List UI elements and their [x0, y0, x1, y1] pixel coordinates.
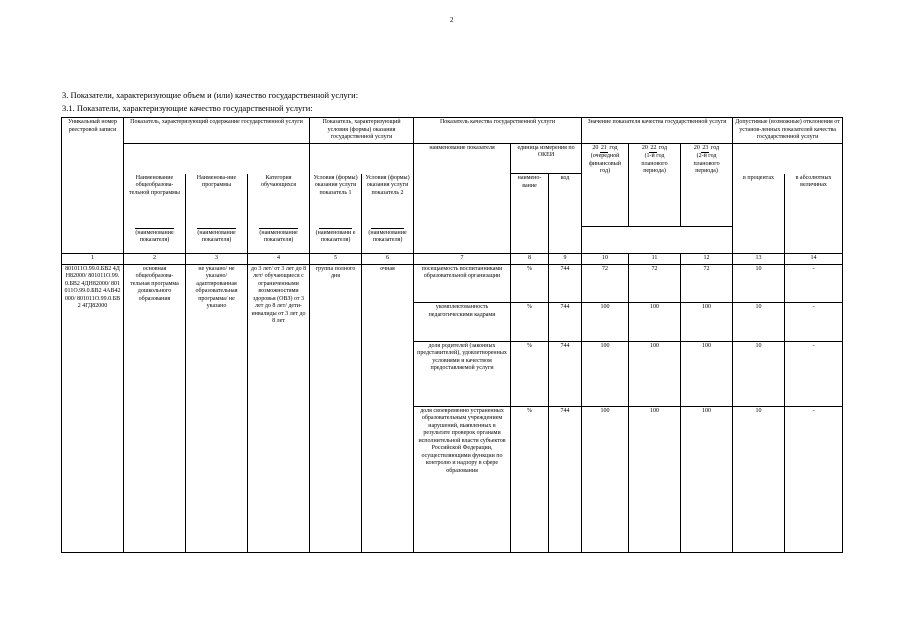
unit-code: 744	[549, 406, 582, 552]
header-unit-name: наимено-вание	[511, 174, 549, 253]
program-cell: основная общеобразова-тельная программа дошкольного образования	[124, 264, 186, 552]
subsection-heading: 3.1. Показатели, характеризующие качество государственной услуги:	[62, 103, 313, 113]
quality-indicators-table	[61, 117, 843, 553]
column-number: 8	[511, 253, 549, 264]
page-number: 2	[450, 16, 454, 24]
value-year-1: 100	[582, 341, 629, 406]
section-heading: 3. Показатели, характеризующие объем и (или) качество государственной услуги:	[62, 90, 359, 100]
deviation-percent: 10	[733, 406, 785, 552]
column-number: 10	[582, 253, 629, 264]
header-quality-group: Показатель качества государственной услуги	[414, 118, 582, 144]
indicator-name: укомплектованность педагогическими кадрами	[414, 303, 511, 342]
value-year-2: 100	[629, 341, 681, 406]
table-row	[62, 264, 843, 303]
header-name-note: (наименование показателя)	[186, 227, 248, 253]
column-number: 2	[124, 253, 186, 264]
header-sub-category: Категория обучающихся	[248, 174, 310, 227]
deviation-absolute: -	[785, 406, 843, 552]
deviation-absolute: -	[785, 341, 843, 406]
header-name-note: (наименовани е показателя)	[310, 227, 362, 253]
header-unit-code: код	[549, 174, 582, 253]
column-number: 5	[310, 253, 362, 264]
column-number: 12	[681, 253, 733, 264]
header-content-group: Показатель, характеризующий содержание государственной услуги	[124, 118, 310, 144]
header-year-1: 20 21 год (очередной финансовый год)	[582, 143, 629, 226]
column-number: 14	[785, 253, 843, 264]
column-number: 13	[733, 253, 785, 264]
header-year-2: 20 22 год (1-й год планового периода)	[629, 143, 681, 226]
value-year-1: 100	[582, 303, 629, 342]
value-year-3: 100	[681, 406, 733, 552]
condition-2-cell: очная	[362, 264, 414, 552]
header-name-note: (наименование показателя)	[124, 227, 186, 253]
header-name-note: (наименование показателя)	[248, 227, 310, 253]
value-year-3: 72	[681, 264, 733, 303]
header-dev-absolute: в абсолютных величинах	[785, 174, 843, 253]
indicator-name: доля родителей (законных представителей), удовлетворенных условиями и качеством предоставляемой услуги	[414, 341, 511, 406]
column-number: 4	[248, 253, 310, 264]
category-cell: до 3 лет/ от 3 лет до 8 лет/ обучающиеся с ограниченными возможностями здоровья (ОВЗ) от 3 лет до 8 лет/ дети-инвалиды от 3 лет до 8 лет	[248, 264, 310, 552]
column-number: 1	[62, 253, 124, 264]
deviation-absolute: -	[785, 303, 843, 342]
header-deviation-group: Допустимые (возможные) отклонения от установ-ленных показателей качества государственной услуги	[733, 118, 843, 144]
deviation-percent: 10	[733, 341, 785, 406]
unit-name: %	[511, 406, 549, 552]
column-number: 7	[414, 253, 511, 264]
header-sub-condition-1: Условия (формы) оказания услуги показатель 1	[310, 174, 362, 227]
value-year-1: 72	[582, 264, 629, 303]
value-year-2: 100	[629, 303, 681, 342]
unit-name: %	[511, 341, 549, 406]
column-number: 9	[549, 253, 582, 264]
deviation-absolute: -	[785, 264, 843, 303]
column-number-row	[62, 253, 843, 264]
value-year-2: 72	[629, 264, 681, 303]
indicator-name: доля своевременно устраненных образовательным учреждением нарушений, выявленных в результате проверок органами исполнительной власти субъектов Российской Федерации, осуществляющими функции по контролю и надзору в сфере образования	[414, 406, 511, 552]
unit-name: %	[511, 264, 549, 303]
unit-code: 744	[549, 264, 582, 303]
header-sub-program-name: Наименова-ние программы	[186, 174, 248, 227]
value-year-2: 100	[629, 406, 681, 552]
header-value-group: Значение показателя качества государственной услуги	[582, 118, 733, 144]
header-indicator-name: наименование показателя	[414, 143, 511, 253]
column-number: 3	[186, 253, 248, 264]
column-number: 11	[629, 253, 681, 264]
deviation-percent: 10	[733, 264, 785, 303]
header-unit-okei: единица измерения по ОКЕИ	[511, 143, 582, 173]
unit-name: %	[511, 303, 549, 342]
condition-1-cell: группа полного дня	[310, 264, 362, 552]
header-year-3: 20 23 год (2-й год планового периода)	[681, 143, 733, 226]
unit-code: 744	[549, 341, 582, 406]
header-name-note: (наименование показателя)	[362, 227, 414, 253]
registry-number-cell: 801011О.99.0.БВ2 4ДН82000/ 801011О.99.0.БВ2 4ДН82000/ 801011О.99.0.БВ2 4АВ42000/ 801011О.99.0.БВ2 4ГД82000	[62, 264, 124, 552]
value-year-1: 100	[582, 406, 629, 552]
value-year-3: 100	[681, 303, 733, 342]
value-year-3: 100	[681, 341, 733, 406]
indicator-name: посещаемость воспитанниками образовательной организации	[414, 264, 511, 303]
header-sub-condition-2: Условия (формы) оказания услуги показатель 2	[362, 174, 414, 227]
header-sub-program: Наименование общеобразова-тельной программы	[124, 174, 186, 227]
column-number: 6	[362, 253, 414, 264]
deviation-percent: 10	[733, 303, 785, 342]
header-dev-percent: в процентах	[733, 174, 785, 253]
program-name-cell: не указано/ не указано/ адаптированная образовательная программа/ не указано	[186, 264, 248, 552]
unit-code: 744	[549, 303, 582, 342]
header-conditions-group: Показатель, характеризующий условия (формы) оказания государственной услуги	[310, 118, 414, 144]
header-registry-number: Уникальный номер реестровой записи	[62, 118, 124, 254]
